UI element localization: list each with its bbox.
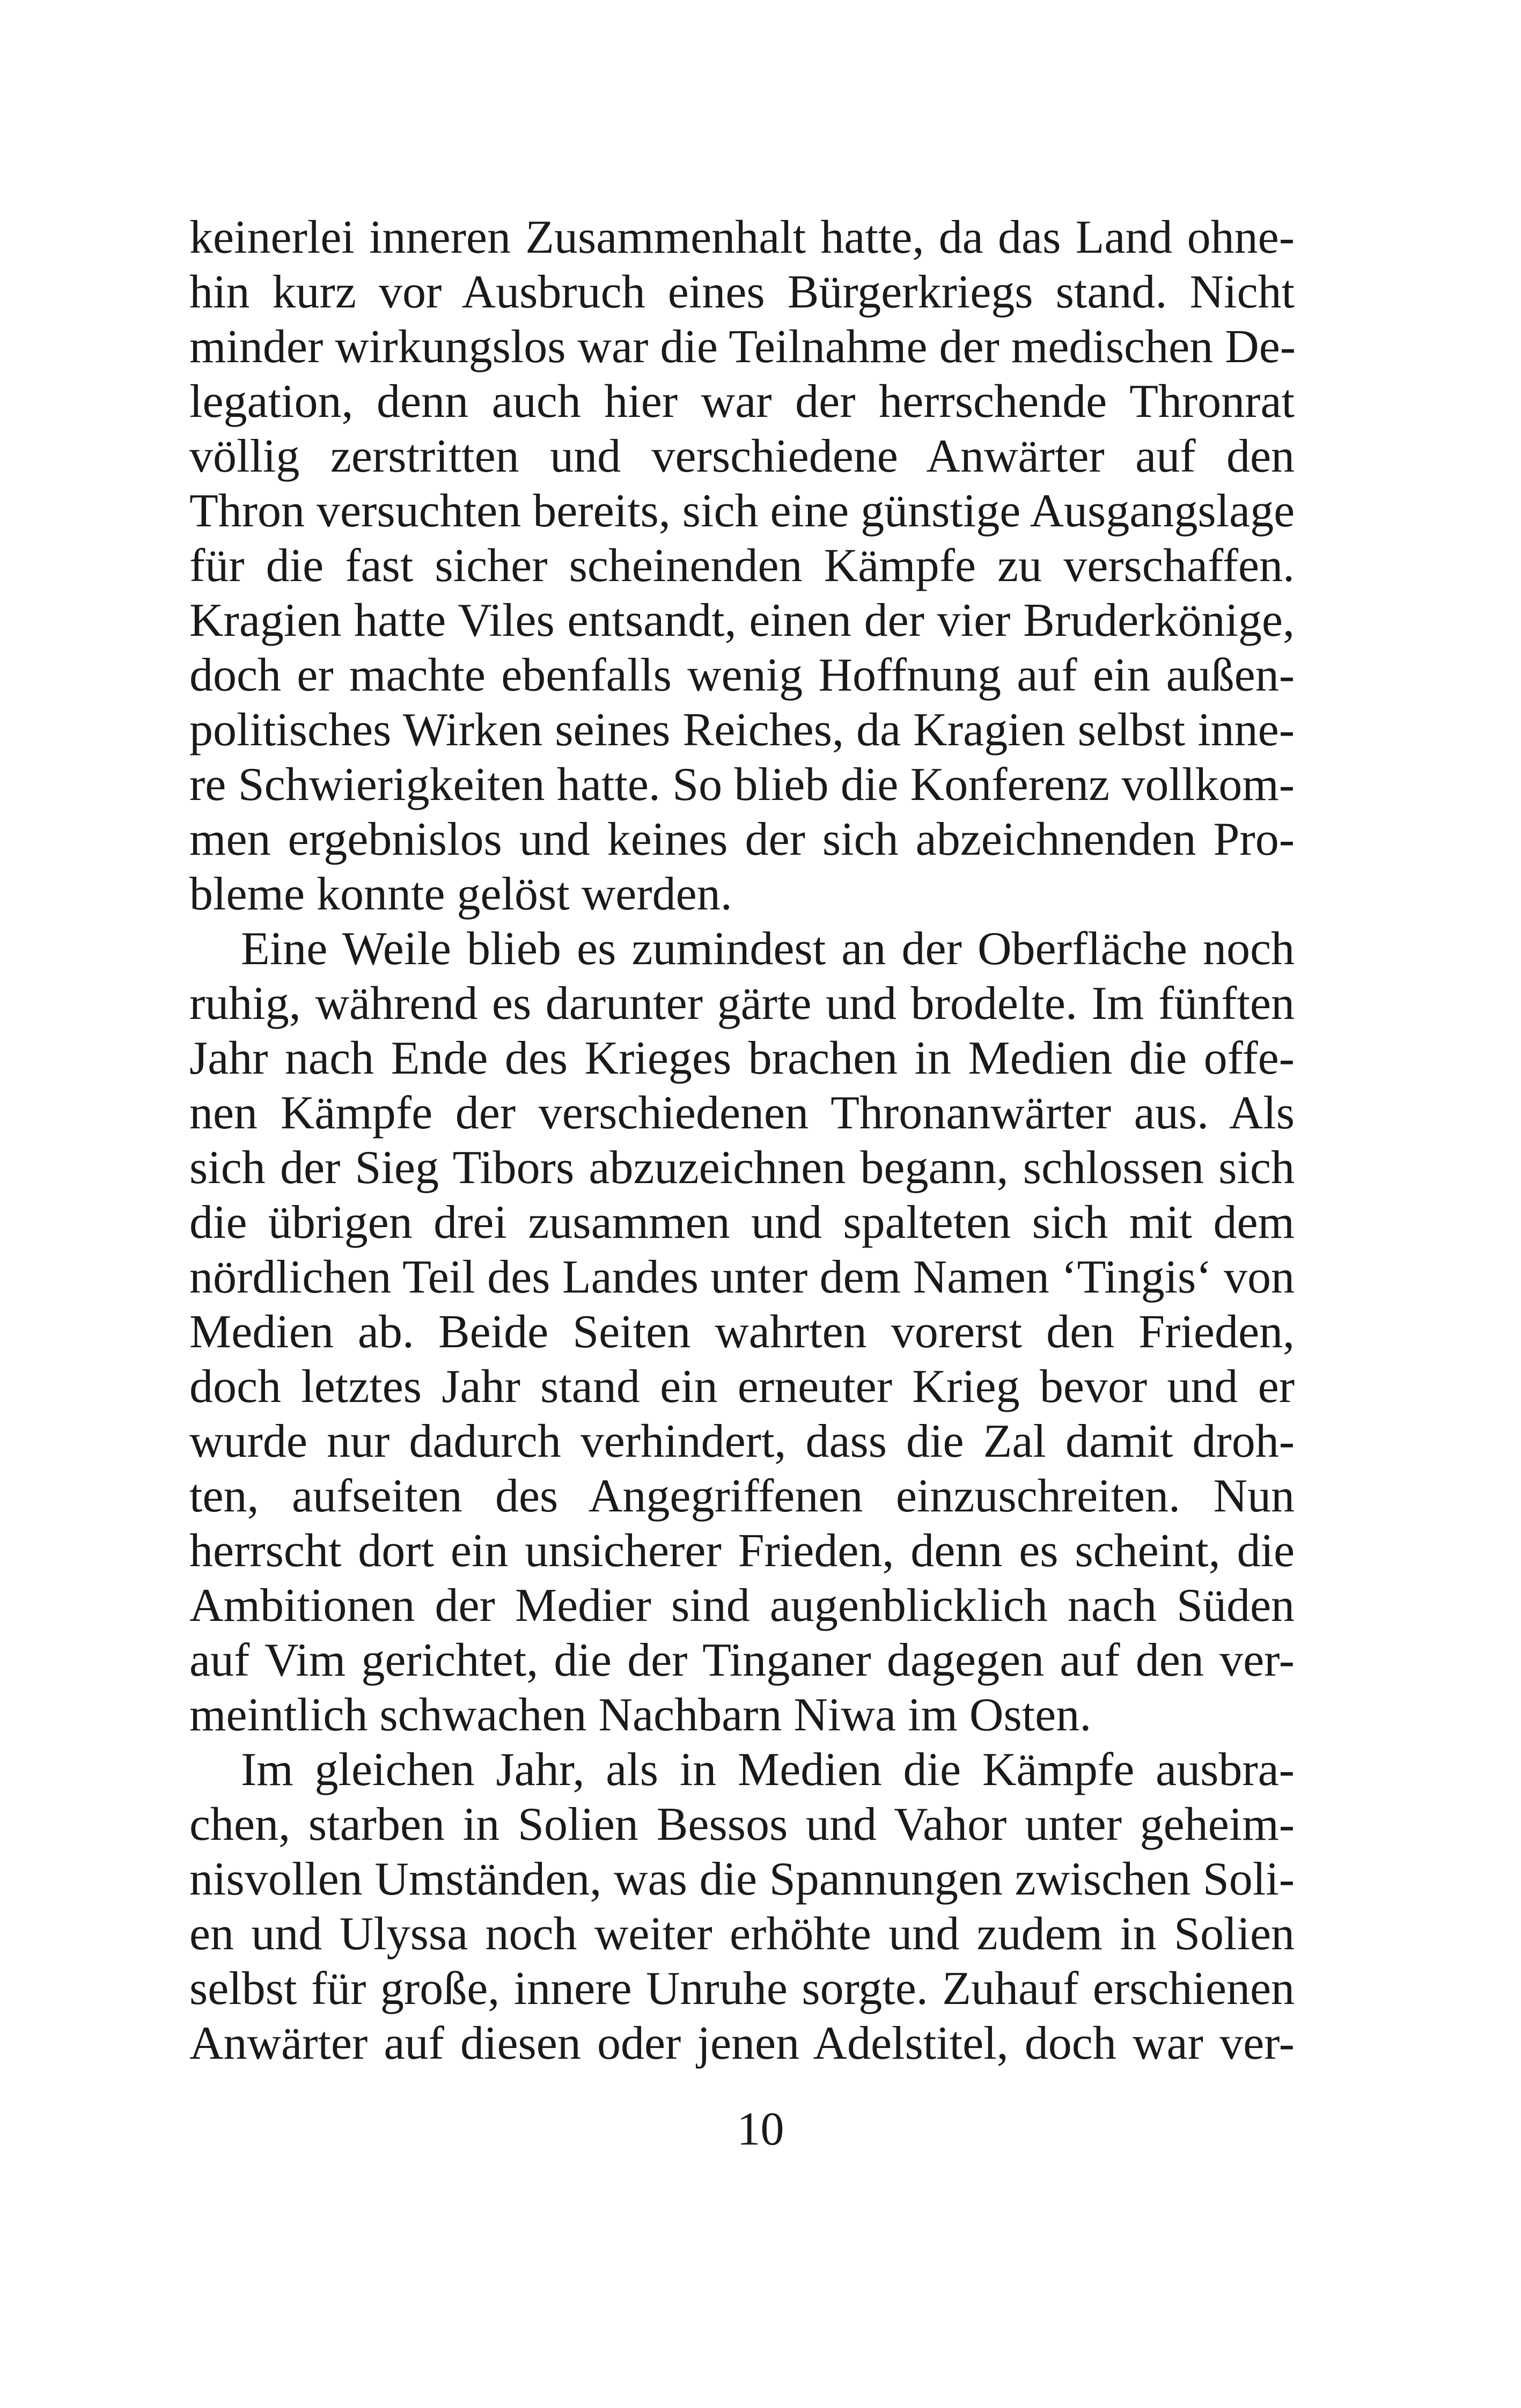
paragraph-1 xyxy=(189,210,1295,922)
paragraph-3 xyxy=(189,1743,1295,2071)
text-line: für die fast sicher scheinenden Kämpfe zu verschaffen. xyxy=(189,540,1295,592)
text-line: selbst für große, innere Unruhe sorgte. Zuhauf erschienen xyxy=(189,1963,1295,2015)
text-line: men ergebnislos und keines der sich abzeichnenden Pro- xyxy=(189,813,1295,865)
text-line: sich der Sieg Tibors abzuzeichnen begann, schlossen sich xyxy=(189,1142,1295,1194)
text-line: nördlichen Teil des Landes unter dem Namen ‘Tingis‘ von xyxy=(189,1251,1295,1303)
text-line: doch letztes Jahr stand ein erneuter Krieg bevor und er xyxy=(189,1361,1295,1413)
body-text xyxy=(189,210,1295,2071)
text-line: Thron versuchten bereits, sich eine günstige Ausgangslage xyxy=(189,485,1295,537)
text-line: nisvollen Umständen, was die Spannungen zwischen Soli- xyxy=(189,1853,1295,1905)
text-line: auf Vim gerichtet, die der Tinganer dagegen auf den ver- xyxy=(189,1634,1295,1686)
text-line: chen, starben in Solien Bessos und Vahor unter geheim- xyxy=(189,1798,1295,1851)
text-line: re Schwierigkeiten hatte. So blieb die Konferenz vollkom- xyxy=(189,759,1295,811)
text-line: minder wirkungslos war die Teilnahme der medischen De- xyxy=(189,321,1296,373)
text-line: hin kurz vor Ausbruch eines Bürgerkriegs stand. Nicht xyxy=(189,266,1295,318)
text-line: doch er machte ebenfalls wenig Hoffnung auf ein außen- xyxy=(189,649,1295,701)
text-line: völlig zerstritten und verschiedene Anwärter auf den xyxy=(189,430,1295,482)
text-line: herrscht dort ein unsicherer Frieden, denn es scheint, die xyxy=(189,1525,1295,1577)
text-line: wurde nur dadurch verhindert, dass die Zal damit droh- xyxy=(189,1415,1295,1467)
text-line: ruhig, während es darunter gärte und brodelte. Im fünften xyxy=(189,978,1295,1030)
text-line: die übrigen drei zusammen und spalteten sich mit dem xyxy=(189,1196,1295,1249)
paragraph-2 xyxy=(189,922,1295,1743)
text-line: politisches Wirken seines Reiches, da Kragien selbst inne- xyxy=(189,704,1295,756)
text-line: nen Kämpfe der verschiedenen Thronanwärter aus. Als xyxy=(189,1087,1295,1139)
text-line: legation, denn auch hier war der herrschende Thronrat xyxy=(189,376,1295,428)
text-line: Ambitionen der Medier sind augenblicklich nach Süden xyxy=(189,1580,1295,1632)
text-line: keinerlei inneren Zusammenhalt hatte, da das Land ohne- xyxy=(189,211,1295,263)
text-line: bleme konnte gelöst werden. xyxy=(189,868,732,920)
text-line: Eine Weile blieb es zumindest an der Oberfläche noch xyxy=(241,923,1295,975)
text-line: Anwärter auf diesen oder jenen Adelstitel, doch war ver- xyxy=(189,2017,1295,2069)
page-number: 10 xyxy=(737,2103,784,2155)
text-line: meintlich schwachen Nachbarn Niwa im Osten. xyxy=(189,1689,1092,1741)
text-line: Jahr nach Ende des Krieges brachen in Medien die offe- xyxy=(189,1032,1295,1084)
text-line: Im gleichen Jahr, als in Medien die Kämpfe ausbra- xyxy=(241,1744,1295,1796)
text-line: ten, aufseiten des Angegriffenen einzuschreiten. Nun xyxy=(189,1470,1295,1522)
text-line: en und Ulyssa noch weiter erhöhte und zudem in Solien xyxy=(189,1908,1295,1960)
text-line: Kragien hatte Viles entsandt, einen der vier Bruderkönige, xyxy=(189,594,1295,647)
text-line: Medien ab. Beide Seiten wahrten vorerst den Frieden, xyxy=(189,1306,1295,1358)
